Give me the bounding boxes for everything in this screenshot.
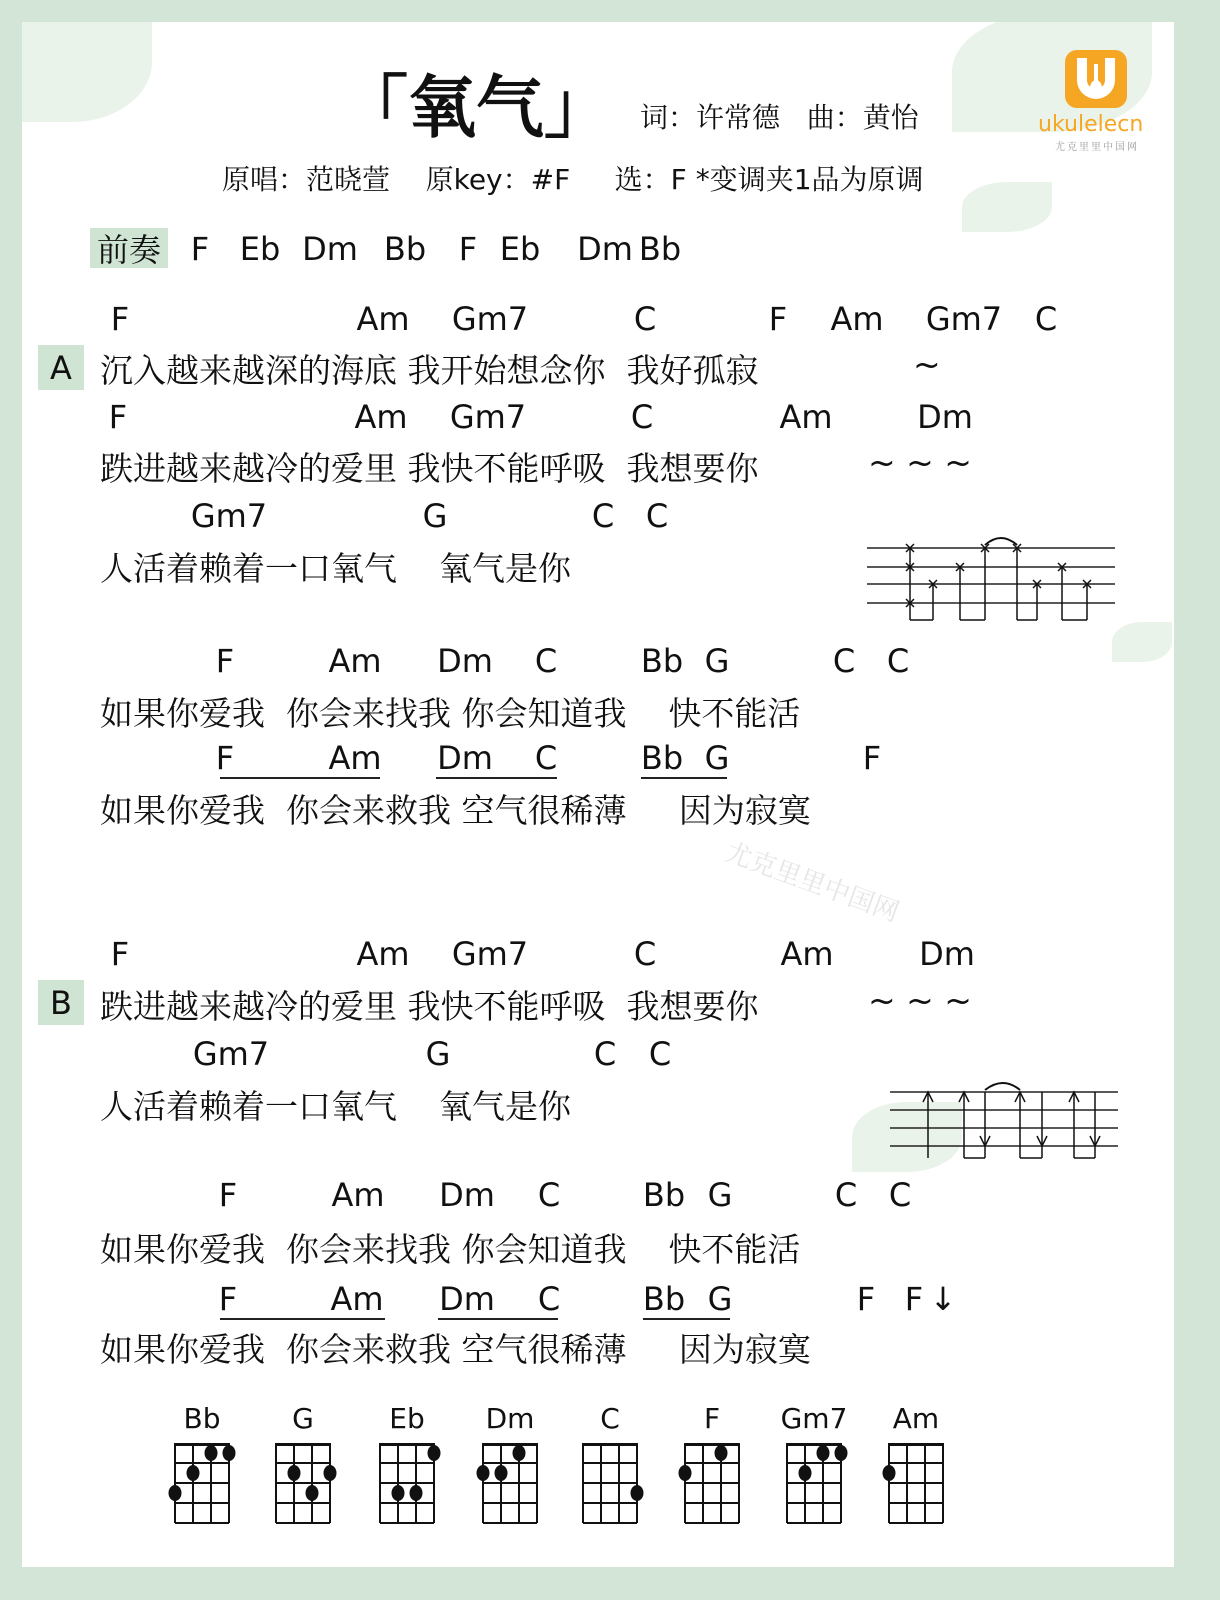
chord-name: C	[534, 739, 558, 777]
chord-diagram-g	[264, 1439, 344, 1539]
chord-name: C	[591, 497, 615, 535]
chord-name: C	[1034, 300, 1058, 338]
strum-pattern-picking	[865, 517, 1125, 627]
ukulele-logo-icon	[1065, 50, 1127, 108]
tilde-mark: ~ ~ ~	[868, 981, 972, 1020]
finger-dot	[631, 1485, 644, 1501]
chord-name: F	[856, 1280, 876, 1318]
chord-name: G	[707, 1280, 733, 1318]
chord-name: G	[422, 497, 448, 535]
chord-name: G	[707, 1176, 733, 1214]
lyric-line: 跌进越来越冷的爱里 我快不能呼吸 我想要你	[100, 987, 759, 1026]
chord-name: C	[888, 1176, 912, 1214]
finger-dot	[817, 1445, 830, 1461]
finger-dot	[513, 1445, 526, 1461]
watermark: 尤克里里中国网	[721, 837, 903, 929]
chord-diagram-label: Am	[892, 1402, 940, 1435]
chord-diagram-gm7	[775, 1439, 855, 1539]
song-sheet	[22, 22, 1174, 1567]
chord-name: G	[704, 739, 730, 777]
intro-label: 前奏	[90, 228, 168, 268]
logo-subtext: 尤克里里中国网	[1055, 142, 1139, 153]
chord-name: Am	[330, 1280, 384, 1318]
lyric-line: 如果你爱我 你会来找我 你会知道我 快不能活	[100, 694, 801, 733]
chord-name: F	[768, 300, 788, 338]
lyric-line: 如果你爱我 你会来救我 空气很稀薄 因为寂寞	[100, 791, 811, 830]
chord-name: F	[110, 300, 130, 338]
chord-name: Am	[356, 935, 410, 973]
intro-chord: F	[458, 230, 478, 268]
chord-name: Am	[331, 1176, 385, 1214]
finger-dot	[835, 1445, 848, 1461]
chord-underline-tie	[220, 1318, 385, 1320]
chord-diagram-dm	[471, 1439, 551, 1539]
chord-name: F	[110, 935, 130, 973]
chord-name: C	[633, 300, 657, 338]
chord-name: C	[537, 1176, 561, 1214]
chord-name: C	[633, 935, 657, 973]
chord-underline-tie	[643, 1318, 730, 1320]
chord-name: C	[534, 642, 558, 680]
logo-text: ukulelecn	[1038, 112, 1144, 137]
chord-name: Am	[830, 300, 884, 338]
lyric-line: 如果你爱我 你会来找我 你会知道我 快不能活	[100, 1230, 801, 1269]
strum-pattern-strumming	[888, 1052, 1128, 1164]
chord-name: F	[108, 398, 128, 436]
lyric-line: 沉入越来越深的海底 我开始想念你 我好孤寂	[100, 351, 759, 390]
chord-name: C	[537, 1280, 561, 1318]
finger-dot	[392, 1485, 405, 1501]
finger-dot	[883, 1465, 896, 1481]
chord-diagram-label: Bb	[183, 1402, 221, 1435]
chord-name: C	[832, 642, 856, 680]
chord-name: F	[218, 1176, 238, 1214]
chord-name: ↓	[929, 1280, 957, 1318]
finger-dot	[715, 1445, 728, 1461]
section-label: A	[38, 345, 84, 390]
intro-chord: Bb	[383, 230, 427, 268]
chord-underline-tie	[436, 777, 557, 779]
leaf-decoration	[962, 182, 1052, 232]
chord-name: Gm7	[449, 398, 527, 436]
chord-name: Am	[780, 935, 834, 973]
chord-name: Dm	[439, 1280, 495, 1318]
chord-name: Gm7	[192, 1035, 270, 1073]
chord-name: C	[593, 1035, 617, 1073]
chord-name: Dm	[437, 739, 493, 777]
finger-dot	[495, 1465, 508, 1481]
tilde-mark: ~	[913, 345, 941, 384]
lyric-line: 人活着赖着一口氧气 氧气是你	[100, 549, 571, 588]
chord-name: G	[704, 642, 730, 680]
finger-dot	[477, 1465, 490, 1481]
chord-name: F	[904, 1280, 924, 1318]
chord-name: C	[645, 497, 669, 535]
song-title: 「氧气」	[340, 69, 613, 148]
chord-name: C	[630, 398, 654, 436]
finger-dot	[223, 1445, 236, 1461]
chord-name: F	[218, 1280, 238, 1318]
chord-name: Bb	[640, 739, 684, 777]
chord-underline-tie	[641, 777, 727, 779]
chord-name: Bb	[642, 1280, 686, 1318]
chord-diagram-eb	[368, 1439, 448, 1539]
intro-chord: Eb	[499, 230, 541, 268]
leaf-decoration	[22, 22, 152, 122]
finger-dot	[410, 1485, 423, 1501]
chord-name: Gm7	[451, 300, 529, 338]
chord-diagram-label: Gm7	[780, 1402, 848, 1435]
chord-name: Am	[779, 398, 833, 436]
lyric-line: 人活着赖着一口氧气 氧气是你	[100, 1087, 571, 1126]
lyric-line: 如果你爱我 你会来救我 空气很稀薄 因为寂寞	[100, 1330, 811, 1369]
chord-name: Am	[354, 398, 408, 436]
chord-diagram-label: Dm	[485, 1402, 535, 1435]
leaf-decoration	[1112, 622, 1172, 662]
finger-dot	[169, 1485, 182, 1501]
finger-dot	[799, 1465, 812, 1481]
intro-chord: F	[190, 230, 210, 268]
chord-diagram-label: G	[292, 1402, 314, 1435]
chord-name: Bb	[640, 642, 684, 680]
chord-name: C	[834, 1176, 858, 1214]
chord-name: Gm7	[925, 300, 1003, 338]
chord-name: Gm7	[190, 497, 268, 535]
intro-chord: Dm	[302, 230, 358, 268]
chord-name: F	[215, 739, 235, 777]
chord-diagram-c	[571, 1439, 651, 1539]
finger-dot	[428, 1445, 441, 1461]
finger-dot	[288, 1465, 301, 1481]
tilde-mark: ~ ~ ~	[868, 443, 972, 482]
intro-chord: Bb	[638, 230, 682, 268]
chord-underline-tie	[438, 1318, 558, 1320]
chord-name: Am	[356, 300, 410, 338]
finger-dot	[205, 1445, 218, 1461]
chord-name: F	[862, 739, 882, 777]
chord-name: G	[425, 1035, 451, 1073]
intro-chord: Eb	[239, 230, 281, 268]
chord-name: Dm	[919, 935, 975, 973]
chord-name: Dm	[917, 398, 973, 436]
chord-name: Dm	[439, 1176, 495, 1214]
finger-dot	[187, 1465, 200, 1481]
chord-name: Dm	[437, 642, 493, 680]
song-info: 原唱：范晓萱 原key：#F 选：F *变调夹1品为原调	[222, 163, 924, 196]
finger-dot	[324, 1465, 337, 1481]
chord-name: C	[648, 1035, 672, 1073]
chord-diagram-label: F	[703, 1402, 721, 1435]
section-label: B	[38, 980, 84, 1025]
chord-name: Am	[328, 642, 382, 680]
chord-name: Gm7	[451, 935, 529, 973]
chord-name: Am	[328, 739, 382, 777]
chord-name: C	[886, 642, 910, 680]
chord-diagram-am	[877, 1439, 957, 1539]
chord-name: Bb	[642, 1176, 686, 1214]
finger-dot	[306, 1485, 319, 1501]
finger-dot	[679, 1465, 692, 1481]
chord-underline-tie	[220, 777, 380, 779]
intro-chord: Dm	[577, 230, 633, 268]
chord-diagram-label: C	[600, 1402, 620, 1435]
chord-diagram-f	[673, 1439, 753, 1539]
lyric-line: 跌进越来越冷的爱里 我快不能呼吸 我想要你	[100, 449, 759, 488]
song-credits: 词：许常德 曲：黄怡	[640, 101, 919, 134]
chord-diagram-bb	[163, 1439, 243, 1539]
chord-diagram-label: Eb	[389, 1402, 425, 1435]
chord-name: F	[215, 642, 235, 680]
